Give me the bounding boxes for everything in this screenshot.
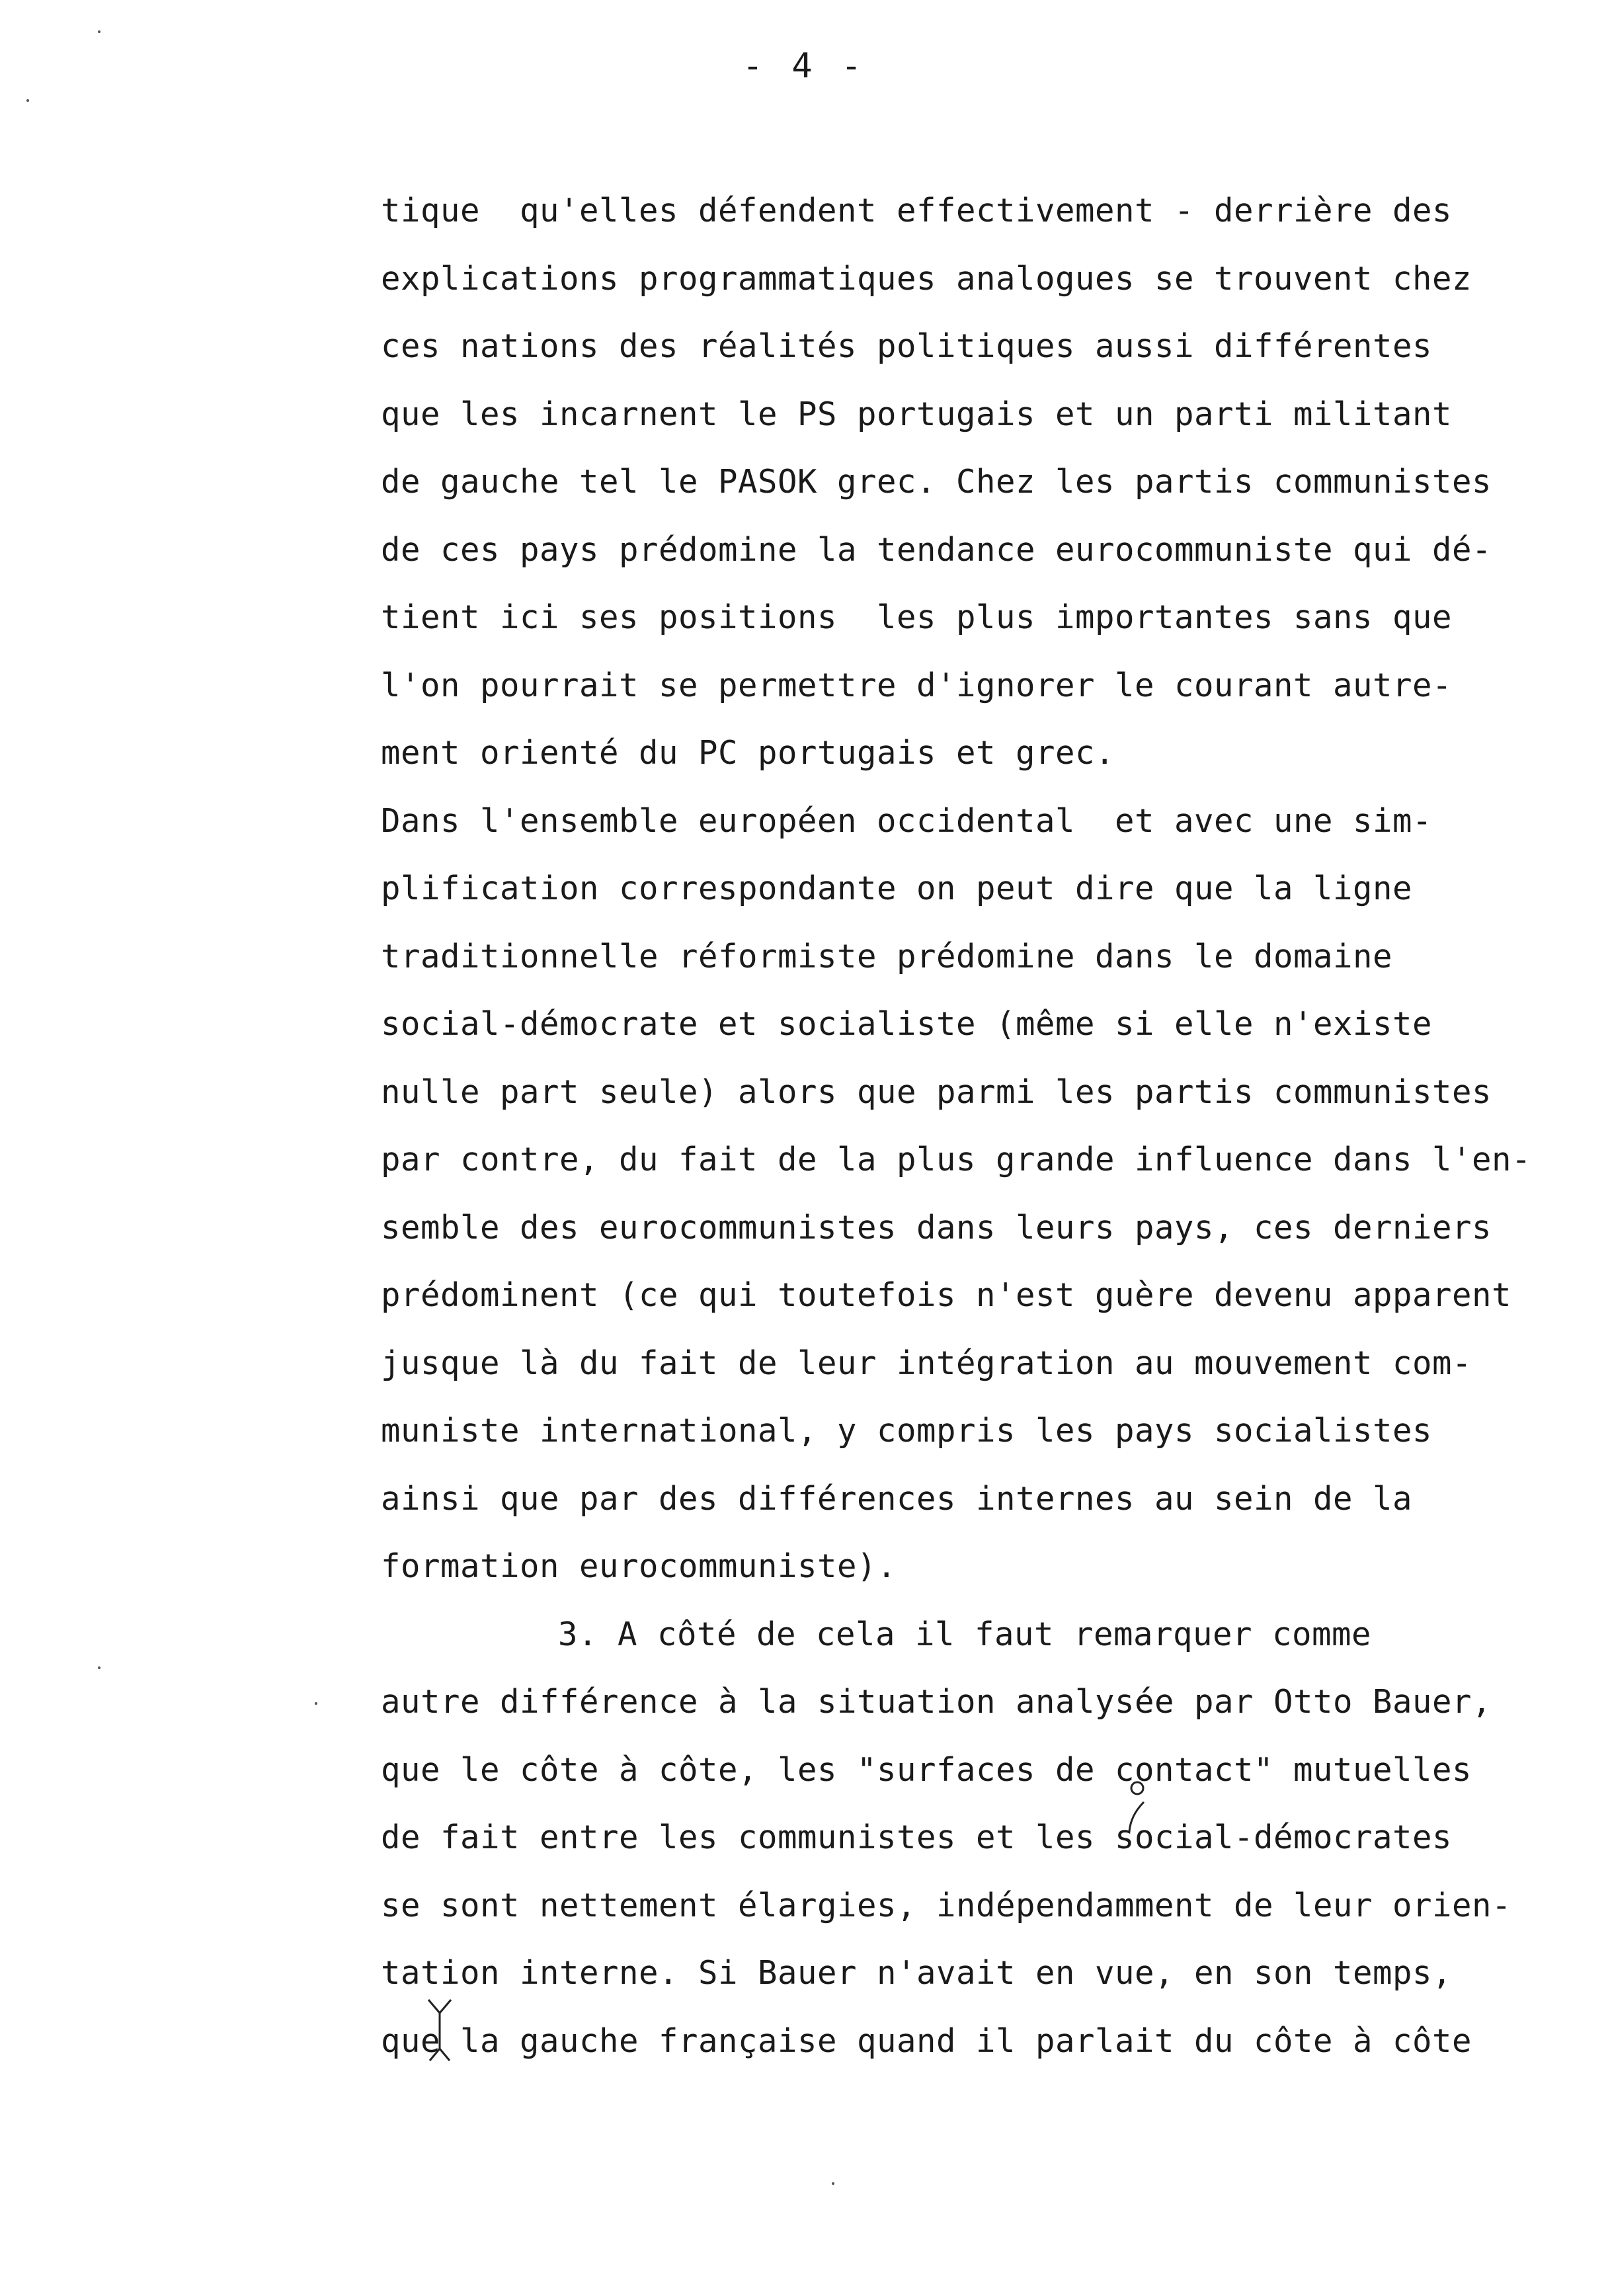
document-body: [381, 177, 1591, 2075]
text-line: plification correspondante on peut dire que la ligne: [381, 870, 1413, 907]
text-line: semble des eurocommunistes dans leurs pays, ces derniers: [381, 1208, 1492, 1247]
scan-speck: [98, 1666, 100, 1669]
text-line: jusque là du fait de leur intégration au mouvement com-: [381, 1344, 1472, 1382]
text-line: ment orienté du PC portugais et grec.: [381, 734, 1115, 772]
text-line: l'on pourrait se permettre d'ignorer le courant autre-: [381, 666, 1453, 704]
text-line: formation eurocommuniste).: [381, 1547, 897, 1585]
text-line: se sont nettement élargies, indépendamment de leur orien-: [381, 1886, 1512, 1924]
text-line: de fait entre les communistes et les social-démocrates: [381, 1819, 1453, 1856]
scan-speck: [315, 1702, 317, 1705]
text-line: que le côte à côte, les "surfaces de contact" mutuelles: [381, 1750, 1472, 1789]
handwritten-insertion-mark: [423, 1997, 456, 2063]
text-line: par contre, du fait de la plus grande influence dans l'en-: [381, 1141, 1532, 1178]
text-line: nulle part seule) alors que parmi les partis communistes: [381, 1073, 1492, 1111]
text-line: autre différence à la situation analysée par Otto Bauer,: [381, 1683, 1492, 1721]
text-line: social-démocrate et socialiste (même si elle n'existe: [381, 1005, 1433, 1043]
text-line: de gauche tel le PASOK grec. Chez les partis communistes: [381, 463, 1492, 501]
text-line: tique qu'elles défendent effectivement - derrière des: [381, 192, 1453, 229]
text-line: ainsi que par des différences internes au sein de la: [381, 1479, 1413, 1518]
text-line: explications programmatiques analogues se trouvent chez: [381, 259, 1472, 298]
text-line: que la gauche française quand il parlait du côte à côte: [381, 2022, 1472, 2060]
scan-speck: [832, 2182, 834, 2185]
text-line: tation interne. Si Bauer n'avait en vue, en son temps,: [381, 1954, 1453, 1992]
page-number: - 4 -: [742, 46, 866, 86]
scan-speck: [98, 30, 100, 33]
section-start-line: 3. A côté de cela il faut remarquer comme: [558, 1615, 1372, 1653]
text-line: prédominent (ce qui toutefois n'est guère devenu apparent: [381, 1276, 1512, 1314]
scan-speck: [26, 99, 29, 102]
text-line: de ces pays prédomine la tendance eurocommuniste qui dé-: [381, 530, 1492, 569]
text-line: ces nations des réalités politiques aussi différentes: [381, 327, 1433, 365]
handwritten-correction-mark: [1117, 1779, 1157, 1838]
text-line: traditionnelle réformiste prédomine dans le domaine: [381, 937, 1393, 975]
text-line: tient ici ses positions les plus importantes sans que: [381, 598, 1453, 636]
text-line: muniste international, y compris les pays socialistes: [381, 1412, 1433, 1450]
text-line: que les incarnent le PS portugais et un parti militant: [381, 395, 1453, 433]
text-line: Dans l'ensemble européen occidental et avec une sim-: [381, 801, 1433, 840]
